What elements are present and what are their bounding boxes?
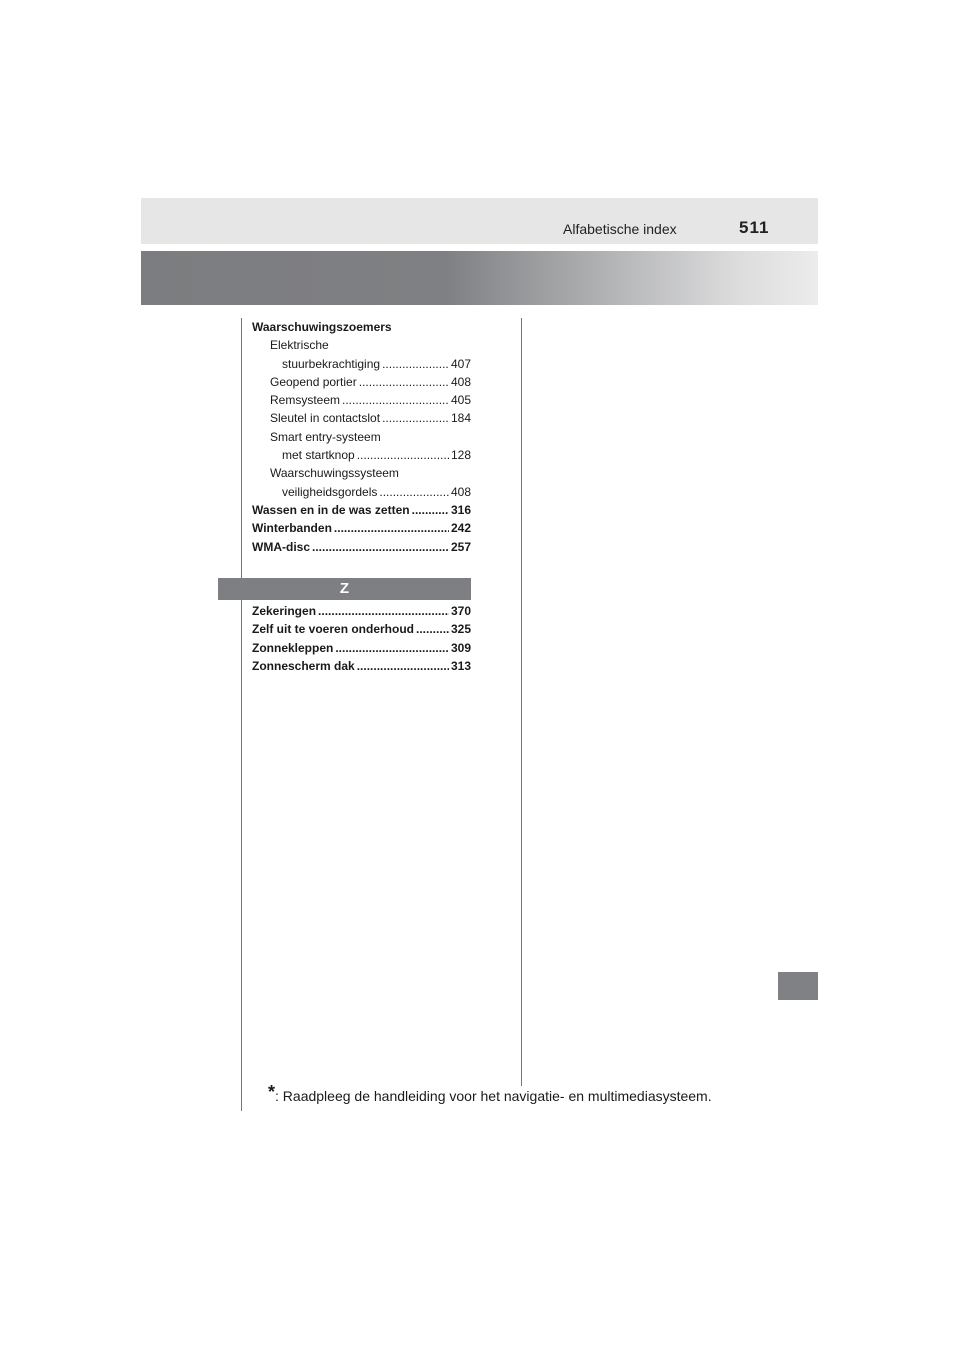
index-subentry: Sleutel in contactslot ..... 184 — [252, 409, 471, 427]
header-band — [141, 198, 818, 244]
page-ref: 242 — [450, 521, 471, 536]
page-ref: 309 — [450, 640, 471, 655]
section-letter-bar: Z — [218, 578, 471, 600]
index-entry: Zekeringen ..... 370 — [252, 602, 471, 620]
page-ref: 408 — [450, 484, 471, 499]
index-subentry: Remsysteem ..... 405 — [252, 391, 471, 409]
page-ref: 313 — [450, 658, 471, 673]
header-gradient-band — [141, 251, 818, 305]
chapter-side-tab — [778, 972, 818, 1000]
index-entry: Zonnescherm dak ..... 313 — [252, 657, 471, 675]
page-ref: 257 — [450, 539, 471, 554]
index-list-z — [252, 602, 471, 675]
index-entry: Winterbanden ..... 242 — [252, 519, 471, 537]
page-ref: 184 — [450, 411, 471, 426]
page-number: 511 — [739, 218, 770, 237]
page-ref: 408 — [450, 374, 471, 389]
index-subentry: Elektrische — [270, 338, 329, 353]
column-divider-middle — [521, 318, 522, 1086]
index-subentry: Waarschuwingssysteem — [270, 466, 399, 481]
index-subentry: stuurbekrachtiging ..... 407 — [252, 355, 471, 373]
index-entry: WMA-disc ..... 257 — [252, 538, 471, 556]
page-ref: 407 — [450, 356, 471, 371]
index-subentry: veiligheidsgordels ..... 408 — [252, 483, 471, 501]
index-list-w — [252, 318, 471, 556]
index-subentry: Smart entry-systeem — [270, 429, 381, 444]
header-title: Alfabetische index — [563, 221, 677, 237]
page-ref: 405 — [450, 393, 471, 408]
footnote — [268, 1082, 712, 1104]
page-ref: 325 — [450, 622, 471, 637]
footnote-text: : Raadpleeg de handleiding voor het navigatie- en multimediasysteem. — [275, 1088, 712, 1104]
footnote-marker: * — [268, 1082, 276, 1102]
index-entry: Zonnekleppen ..... 309 — [252, 639, 471, 657]
page-ref: 370 — [450, 604, 471, 618]
page-ref: 316 — [450, 502, 471, 517]
index-subentry: met startknop ..... 128 — [252, 446, 471, 464]
index-entry: Zelf uit te voeren onderhoud ..... 325 — [252, 620, 471, 638]
page-ref: 128 — [450, 448, 471, 463]
index-entry: Wassen en in de was zetten ..... 316 — [252, 501, 471, 519]
index-entry: Waarschuwingszoemers — [252, 320, 392, 334]
index-subentry: Geopend portier ..... 408 — [252, 373, 471, 391]
column-divider-left — [241, 318, 242, 1111]
